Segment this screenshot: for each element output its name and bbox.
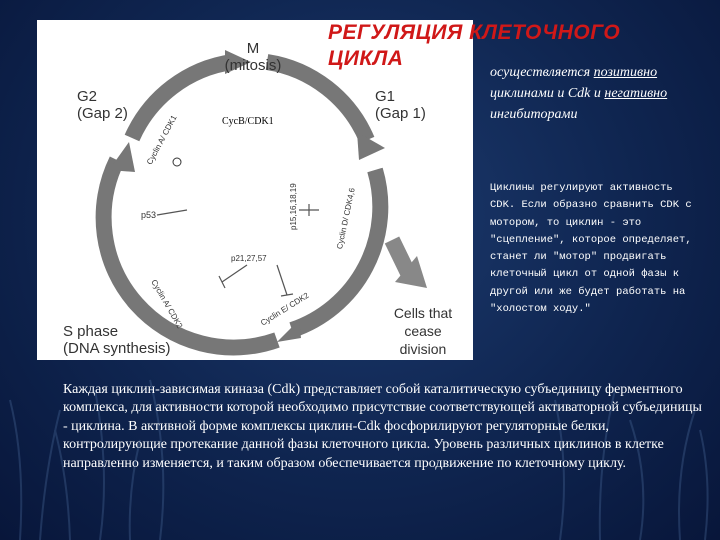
cycle-arrowhead-g2 [109, 142, 135, 172]
subtitle-part-3: циклинами и Cdk и [490, 86, 601, 101]
subtitle-negative: негативно [604, 86, 668, 101]
p21-label: p21,27,57 [231, 254, 267, 263]
cycle-arc-g1-to-s [292, 170, 380, 330]
cyclin-d-cdk46-label: Cyclin D/ CDK4,6 [335, 187, 357, 250]
subtitle [490, 62, 710, 125]
phase-m-label [213, 40, 293, 74]
subtitle-part-1: осуществляется [490, 65, 591, 80]
phase-g1-subtitle: (Gap 1) [375, 105, 426, 122]
phase-m-title: M [246, 40, 260, 57]
phase-g2-subtitle: (Gap 2) [77, 105, 128, 122]
p53-line [157, 210, 187, 215]
phase-s-label [63, 323, 171, 357]
phase-g2-label [77, 88, 128, 122]
cyclin-a-cdk1-label: Cyclin A/ CDK1 [145, 113, 179, 167]
phase-g1-title: G1 [375, 88, 396, 105]
phase-s-title: S phase [63, 323, 119, 340]
cyclin-a-cdk2-label: Cyclin A/ CDK2 [149, 278, 185, 330]
explanation-text: Циклины регулируют активность CDK. Если образно сравнить CDK с мотором, то циклин - это "сцепление", которое определяет, станет ли "мотор" продвигать клеточный цикл от одной фазы к другой или же будет работать на "холостом ходу." [490, 182, 692, 316]
subtitle-positive: позитивно [593, 65, 658, 80]
cease-division-label [383, 304, 463, 358]
cease-line-2: cease [404, 323, 442, 339]
cyclin-e-cdk2-label: Cyclin E/ CDK2 [259, 290, 311, 328]
bottom-paragraph: Каждая циклин-зависимая киназа (Cdk) представляет собой каталитическую субъединицу ферментного комплекса, для активности которой необходимо присутствие соответствующей активаторной субъединицы - циклина. В активной форме комплексы циклин-Cdk фосфорилируют регуляторные белки, контролирующие протекание данной фазы клеточного цикла. Уровень различных циклинов в клетке направленно изменяется, и таким образом обеспечивается продвижение по клеточному циклу. [63, 382, 702, 471]
subtitle-part-5: ингибиторами [490, 107, 578, 122]
slide-title-line-2: ЦИКЛА [328, 47, 404, 70]
cycle-arrowhead-s [277, 320, 301, 342]
phase-g1-label [375, 88, 426, 122]
p15-label: p15,16,18,19 [289, 183, 298, 230]
cycb-cdk1-label: CycB/CDK1 [222, 116, 274, 127]
cycb-marker [173, 158, 181, 166]
p21-inhibitor-line-b [277, 265, 287, 295]
p21-inhibitor-line-a [222, 265, 247, 282]
phase-s-subtitle: (DNA synthesis) [63, 340, 171, 357]
slide-title-line-1: РЕГУЛЯЦИЯ КЛЕТОЧНОГО [328, 21, 621, 44]
phase-m-subtitle: (mitosis) [224, 57, 282, 74]
cease-line-1: Cells that [393, 305, 453, 321]
p53-label: p53 [141, 210, 157, 220]
phase-g2-title: G2 [77, 88, 98, 105]
cease-line-3: division [399, 341, 447, 357]
